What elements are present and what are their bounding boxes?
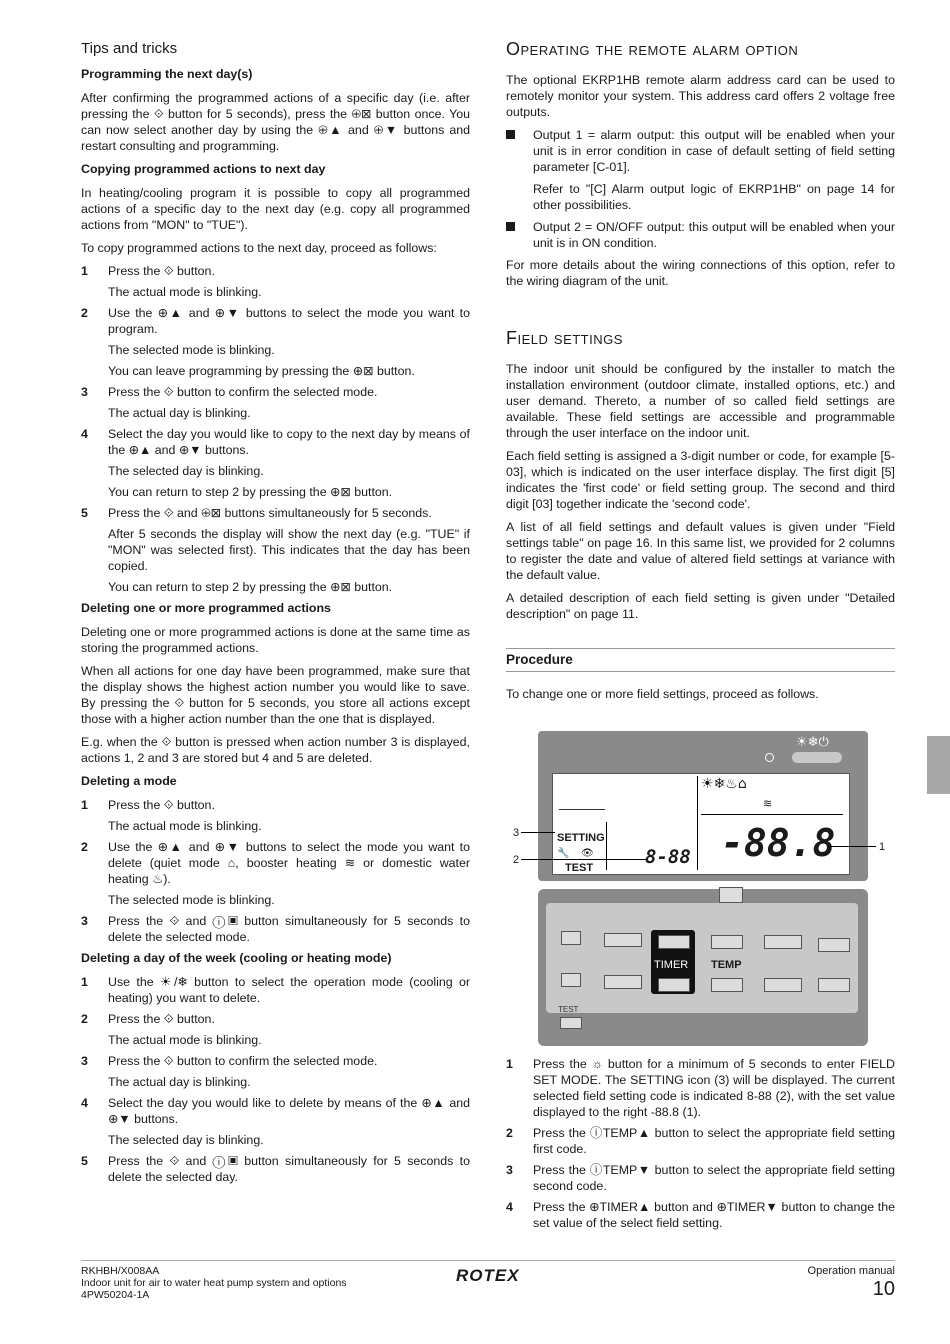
- footer-right: [808, 1265, 895, 1300]
- info-button[interactable]: [561, 973, 581, 987]
- copy-steps-list: [81, 263, 470, 595]
- left-column: [81, 38, 470, 1190]
- step-number: 1: [506, 1057, 513, 1071]
- day-step: [81, 974, 470, 1006]
- step-number: 2: [81, 840, 88, 854]
- step-number: 3: [81, 914, 88, 928]
- step-text: Press the ⟐ and ⓘ▣ button simultaneously for 5 seconds to delete the selected day.: [108, 1154, 470, 1184]
- user-interface-diagram: [513, 731, 886, 1046]
- step-text: Press the ⟐ button to confirm the selected mode.: [108, 1054, 378, 1068]
- lcd-divider-2: [697, 776, 698, 870]
- right-column: [506, 38, 895, 709]
- clock-button[interactable]: [604, 975, 642, 989]
- step-text: Press the ⓘTEMP▼ button to select the appropriate field setting second code.: [533, 1163, 895, 1193]
- step-text: Select the day you would like to delete by means of the ⊕▲ and ⊕▼ buttons.: [108, 1096, 470, 1126]
- step-text: Press the ⟐ button.: [108, 264, 215, 278]
- mode-step: [81, 797, 470, 834]
- step-number: 3: [81, 1054, 88, 1068]
- footer-model: RKHBH/X008AA: [81, 1265, 160, 1277]
- step-text: The actual mode is blinking.: [108, 819, 262, 833]
- center-tab: [719, 887, 743, 903]
- page-number: 10: [872, 1278, 895, 1300]
- eye-icon: 👁: [581, 848, 594, 859]
- field-text-3: A list of all field settings and default values is given under "Field settings table" on page 16. In this same list, we provided for 2 columns to register the date and value of altered field settings at variance with the default value.: [506, 520, 895, 582]
- footer-code: 4PW50204-1A: [81, 1289, 150, 1301]
- step-text: Use the ☀/❄ button to select the operation mode (cooling or heating) you want to delete.: [108, 975, 470, 1005]
- alarm-bullet: [506, 219, 895, 251]
- temp-label: TEMP: [711, 959, 742, 971]
- lcd-big-value: -88.8: [721, 821, 836, 865]
- step-number: 4: [81, 1096, 88, 1110]
- step-number: 1: [81, 975, 88, 989]
- procedure-step: [506, 1199, 895, 1231]
- step-text: Use the ⊕▲ and ⊕▼ buttons to select the mode you want to delete (quiet mode ⌂, booster heating ≋ or domestic water heating ♨).: [108, 840, 470, 886]
- procedure-intro: To change one or more field settings, proceed as follows.: [506, 687, 819, 701]
- step-number: 1: [81, 798, 88, 812]
- callout-2-line: [521, 859, 646, 860]
- step-text: The actual mode is blinking.: [108, 285, 262, 299]
- programming-next-day-heading: Programming the next day(s): [81, 67, 253, 81]
- deleting-day-heading: Deleting a day of the week (cooling or heating mode): [81, 951, 392, 965]
- step-text: The actual day is blinking.: [108, 406, 251, 420]
- step-text: Use the ⊕▲ and ⊕▼ buttons to select the mode you want to program.: [108, 306, 470, 336]
- page-side-tab: [927, 736, 950, 794]
- copy-step: [81, 505, 470, 595]
- bullet-square-icon: [506, 130, 515, 139]
- callout-1-line: [828, 846, 876, 847]
- step-number: 2: [81, 1012, 88, 1026]
- alarm-intro: The optional EKRP1HB remote alarm address card can be used to remotely monitor your system. This address card offers 2 voltage free outputs.: [506, 73, 895, 119]
- step-number: 4: [81, 427, 88, 441]
- procedure-step: [506, 1056, 895, 1120]
- dhw-onoff-button[interactable]: [818, 978, 850, 992]
- button-area: [546, 903, 858, 1013]
- field-settings-title: Field settings: [506, 328, 623, 348]
- copying-text-2: To copy programmed actions to the next day, proceed as follows:: [81, 241, 437, 255]
- deleting-mode-heading: Deleting a mode: [81, 774, 177, 788]
- onoff-button[interactable]: [792, 752, 842, 763]
- quiet-button[interactable]: [561, 931, 581, 945]
- step-text: You can leave programming by pressing the ⊕⊠ button.: [108, 364, 415, 378]
- deleting-actions-heading: Deleting one or more programmed actions: [81, 601, 331, 615]
- step-text: The actual mode is blinking.: [108, 1033, 262, 1047]
- procedure-step: [506, 1125, 895, 1157]
- copy-step: [81, 384, 470, 421]
- test-label: TEST: [558, 1005, 579, 1014]
- mode-onoff-icon: ☀❄⏻: [796, 735, 829, 750]
- step-text: You can return to step 2 by pressing the ⊕⊠ button.: [108, 580, 393, 594]
- alarm-bullet: [506, 127, 895, 213]
- step-text: After 5 seconds the display will show the next day (e.g. "TUE" if "MON" was selected first). This indicates that the day has been copied.: [108, 527, 470, 573]
- field-text-2: Each field setting is assigned a 3-digit number or code, for example [5-03], which is indicated on the user interface display. The first digit [5] indicates the 'first code' or field setting group. The second and third digit [03] together indicate the 'second code'.: [506, 449, 895, 511]
- lcd-setting-label: SETTING: [557, 832, 605, 844]
- copy-step: [81, 426, 470, 500]
- timer-label: TIMER: [654, 959, 689, 971]
- field-text-4: A detailed description of each field setting is given under "Detailed description" on page 11.: [506, 591, 895, 621]
- step-text: Press the ⓘTEMP▲ button to select the appropriate field setting first code.: [533, 1126, 895, 1156]
- callout-3: 3: [513, 827, 520, 839]
- step-number: 3: [81, 385, 88, 399]
- procedure-steps-list: [506, 1056, 895, 1236]
- step-text: You can return to step 2 by pressing the ⊕⊠ button.: [108, 485, 393, 499]
- footer-rule: [81, 1260, 895, 1261]
- step-text: Press the ☼ button for a minimum of 5 seconds to enter FIELD SET MODE. The SETTING icon (3) will be displayed. The current selected field setting code is indicated 8-88 (2), with the set value displayed to the right -88.8 (1).: [533, 1057, 895, 1119]
- copy-step: [81, 263, 470, 300]
- step-text: The selected mode is blinking.: [108, 893, 275, 907]
- wrench-icon: 🔧: [557, 848, 570, 859]
- device-button-panel: [538, 889, 868, 1046]
- lcd-test-label: TEST: [565, 862, 594, 874]
- deleting-actions-text-1: Deleting one or more programmed actions is done at the same time as storing the programmed actions.: [81, 625, 470, 655]
- programming-next-day-text: After confirming the programmed actions of a specific day (i.e. after pressing the ⟐ button for 5 seconds), press the ⊕⊠ button once. You can now select another day by using the ⊕▲ and ⊕▼ buttons and restart consulting and programming.: [81, 91, 470, 153]
- dhw-up-button[interactable]: [764, 935, 802, 949]
- bullet-text: Refer to "[C] Alarm output logic of EKRP1HB" on page 14 for other possibilities.: [533, 182, 895, 212]
- day-step: [81, 1153, 470, 1185]
- temp-down-button[interactable]: [711, 978, 743, 992]
- dhw-down-button[interactable]: [764, 978, 802, 992]
- procedure-step: [506, 1162, 895, 1194]
- lcd-mode-icons: ☀❄♨⌂: [701, 776, 747, 792]
- day-step: [81, 1053, 470, 1090]
- copying-heading: Copying programmed actions to next day: [81, 162, 326, 176]
- step-text: The selected mode is blinking.: [108, 343, 275, 357]
- step-text: The selected day is blinking.: [108, 464, 264, 478]
- step-text: Select the day you would like to copy to the next day by means of the ⊕▲ and ⊕▼ buttons.: [108, 427, 470, 457]
- mode-step: [81, 913, 470, 945]
- step-text: Press the ⟐ and ⓘ▣ button simultaneously for 5 seconds to delete the selected mode.: [108, 914, 470, 944]
- lcd-small-code: 8-88: [645, 846, 691, 868]
- brand-logo: ROTEX: [456, 1266, 520, 1285]
- tips-title: Tips and tricks: [81, 40, 178, 57]
- step-text: Press the ⟐ and ⊕⊠ buttons simultaneously for 5 seconds.: [108, 506, 432, 520]
- mode-step: [81, 839, 470, 908]
- step-number: 5: [81, 1154, 88, 1168]
- callout-2: 2: [513, 854, 520, 866]
- step-text: Press the ⟐ button.: [108, 1012, 215, 1026]
- step-number: 5: [81, 506, 88, 520]
- callout-1: 1: [879, 841, 886, 853]
- temp-up-button[interactable]: [711, 935, 743, 949]
- day-step: [81, 1095, 470, 1148]
- lcd-line: [559, 809, 605, 810]
- deleting-actions-text-3: E.g. when the ⟐ button is pressed when action number 3 is displayed, actions 1, 2 and 3 are stored but 4 and 5 are deleted.: [81, 735, 470, 765]
- callout-3-line: [521, 832, 555, 833]
- copy-step: [81, 305, 470, 379]
- timer-down-button[interactable]: [658, 978, 690, 992]
- step-number: 2: [506, 1126, 513, 1140]
- step-number: 1: [81, 264, 88, 278]
- alarm-bullets-list: [506, 127, 895, 251]
- day-steps-list: [81, 974, 470, 1185]
- copying-text-1: In heating/cooling program it is possible to copy all programmed actions of a specific day to the next day (e.g. copy all programmed actions from "MON" to "TUE").: [81, 186, 470, 232]
- step-number: 2: [81, 306, 88, 320]
- footer-description: Indoor unit for air to water heat pump system and options: [81, 1277, 347, 1289]
- lcd-divider: [606, 822, 607, 870]
- mode-steps-list: [81, 797, 470, 945]
- step-text: The actual day is blinking.: [108, 1075, 251, 1089]
- bullet-text: Output 1 = alarm output: this output will be enabled when your unit is in error condition in case of default setting of field setting parameter [C-01].: [533, 128, 895, 174]
- step-text: Press the ⊕TIMER▲ button and ⊕TIMER▼ button to change the set value of the select field setting.: [533, 1200, 895, 1230]
- step-number: 3: [506, 1163, 513, 1177]
- procedure-heading: Procedure: [506, 648, 895, 672]
- alarm-wiring-text: For more details about the wiring connections of this option, refer to the wiring diagram of the unit.: [506, 258, 895, 288]
- bullet-square-icon: [506, 222, 515, 231]
- lcd-line-2: [701, 814, 843, 815]
- day-step: [81, 1011, 470, 1048]
- alarm-title: Operating the remote alarm option: [506, 39, 799, 59]
- field-text-1: The indoor unit should be configured by the installer to match the installation environment (outdoor climate, installed options, etc.) and user demand. Thereto, a number of so called field settings are available. These field settings are accessible and programmable through the user interface on the indoor unit.: [506, 362, 895, 440]
- bullet-text: Output 2 = ON/OFF output: this output will be enabled when your unit is in ON condition.: [533, 220, 895, 250]
- test-button[interactable]: [560, 1017, 582, 1029]
- step-text: Press the ⟐ button.: [108, 798, 215, 812]
- led-indicator: [765, 753, 774, 762]
- program-button[interactable]: [604, 933, 642, 947]
- footer-left: [81, 1265, 347, 1301]
- footer-manual: Operation manual: [807, 1265, 895, 1277]
- step-text: Press the ⟐ button to confirm the selected mode.: [108, 385, 378, 399]
- timer-up-button[interactable]: [658, 935, 690, 949]
- booster-icon: ≋: [763, 797, 773, 810]
- deleting-actions-text-2: When all actions for one day have been programmed, make sure that the display shows the highest action number you would like to save. By pressing the ⟐ button for 5 seconds, you store all actions except those with a higher action number than the one that is displayed.: [81, 664, 470, 726]
- step-number: 4: [506, 1200, 513, 1214]
- mode-button[interactable]: [818, 938, 850, 952]
- step-text: The selected day is blinking.: [108, 1133, 264, 1147]
